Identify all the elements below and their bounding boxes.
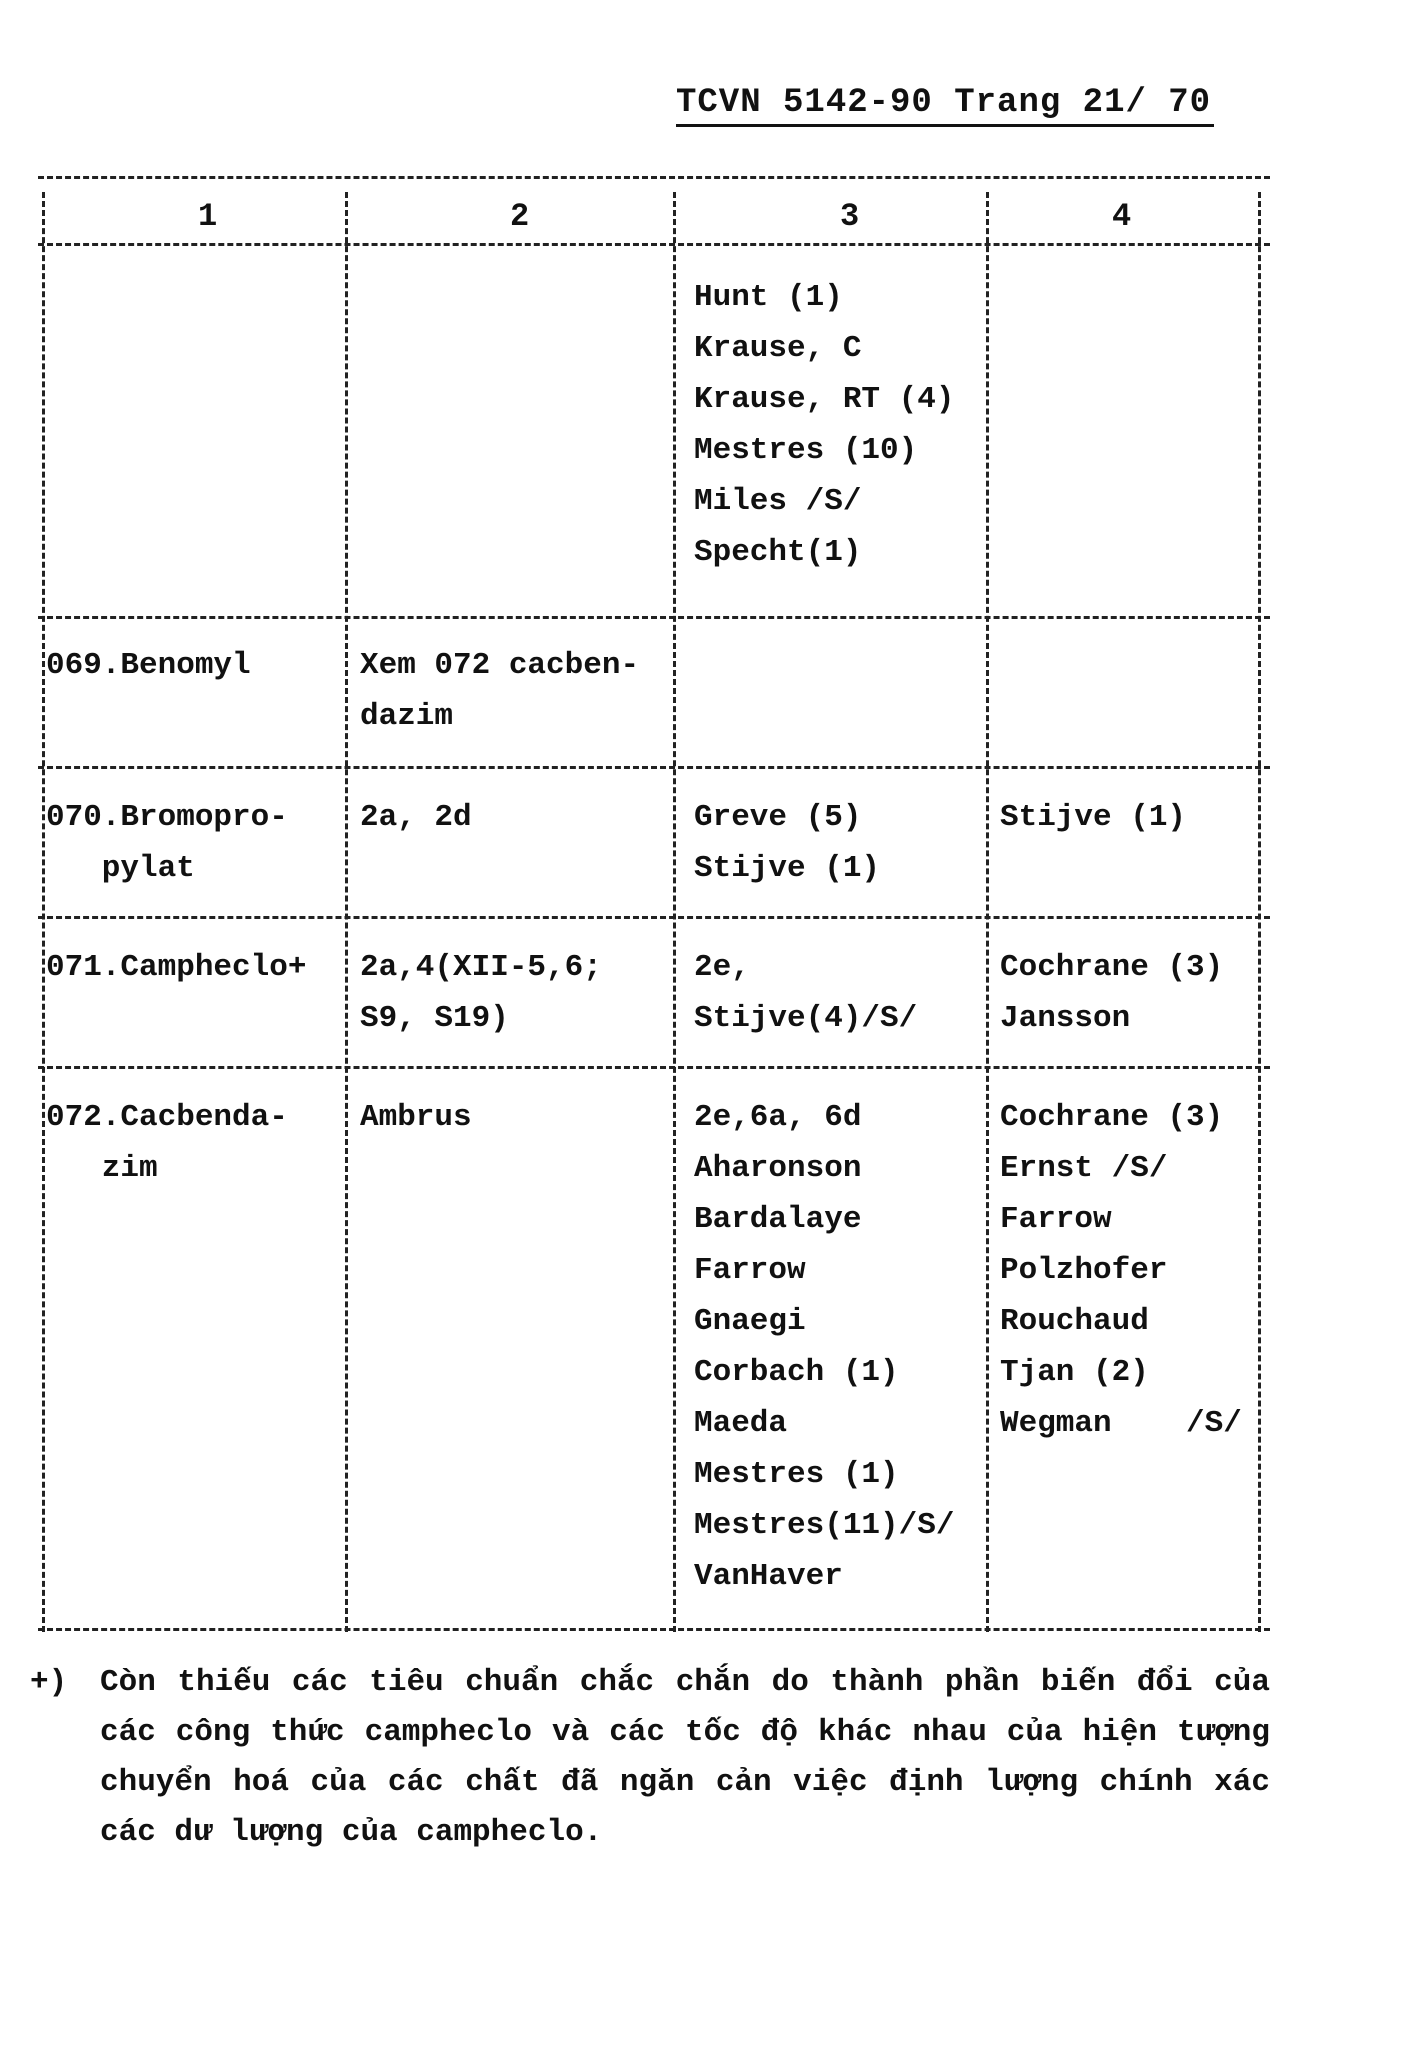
table-cell: 069.Benomyl — [46, 648, 251, 683]
table-cell: Stijve (1) — [694, 851, 881, 886]
table-cell: 2a, 2d — [360, 800, 472, 835]
table-cell: Jansson — [1000, 1001, 1131, 1036]
table-top-rule — [38, 176, 1270, 179]
table-cell: Krause, C — [694, 331, 862, 366]
table-cell: 2a,4(XII-5,6; — [360, 950, 602, 985]
table-cell: Ernst /S/ — [1000, 1151, 1168, 1186]
table-cell: Miles /S/ — [694, 484, 862, 519]
table-cell: Hunt (1) — [694, 280, 843, 315]
table-cell: Cochrane (3) — [1000, 950, 1224, 985]
table-cell: Specht(1) — [694, 535, 862, 570]
column-separator — [345, 192, 348, 1632]
table-cell: Krause, RT (4) — [694, 382, 955, 417]
column-number-1: 1 — [198, 198, 218, 235]
table-cell: Bardalaye — [694, 1202, 862, 1237]
column-number-4: 4 — [1112, 198, 1132, 235]
table-cell: Rouchaud — [1000, 1304, 1149, 1339]
footnote-text: Còn thiếu các tiêu chuẩn chắc chắn do thành phần biến đổi của các công thức campheclo và các tốc độ khác nhau của hiện tượng chuyển hoá của các chất đã ngăn cản việc định lượng chính xác các dư lượng của campheclo. — [100, 1665, 1270, 1850]
group-divider — [38, 1066, 1270, 1069]
table-cell: Farrow — [1000, 1202, 1112, 1237]
table-cell: Stijve(4)/S/ — [694, 1001, 918, 1036]
table-cell: VanHaver — [694, 1559, 843, 1594]
table-cell: Greve (5) — [694, 800, 862, 835]
table-header-rule — [38, 243, 1270, 246]
table-cell: 070.Bromopro- — [46, 800, 288, 835]
table-cell: 2e, — [694, 950, 750, 985]
table-cell: Mestres(11)/S/ — [694, 1508, 955, 1543]
column-separator — [986, 192, 989, 1632]
column-number-2: 2 — [510, 198, 530, 235]
group-divider — [38, 916, 1270, 919]
column-separator — [673, 192, 676, 1632]
table-cell: Gnaegi — [694, 1304, 806, 1339]
table-cell: S9, S19) — [360, 1001, 509, 1036]
table-cell: pylat — [46, 851, 195, 886]
table-cell: Xem 072 cacben- — [360, 648, 640, 683]
group-divider — [38, 766, 1270, 769]
table-cell: Maeda — [694, 1406, 788, 1441]
table-cell: Tjan (2) — [1000, 1355, 1149, 1390]
table-cell: Polzhofer — [1000, 1253, 1168, 1288]
page-header-title: TCVN 5142-90 Trang 21/ 70 — [676, 84, 1214, 127]
table-cell: Corbach (1) — [694, 1355, 899, 1390]
table-cell: Mestres (10) — [694, 433, 918, 468]
column-separator — [42, 192, 45, 1632]
table-cell: 2e,6a, 6d — [694, 1100, 862, 1135]
table-cell: dazim — [360, 699, 454, 734]
table-cell: 071.Campheclo+ — [46, 950, 307, 985]
table-bottom-rule — [38, 1628, 1270, 1631]
table-cell: Wegman /S/ — [1000, 1406, 1242, 1441]
table-cell: Stijve (1) — [1000, 800, 1187, 835]
table-cell: 072.Cacbenda- — [46, 1100, 288, 1135]
table-cell: Mestres (1) — [694, 1457, 899, 1492]
column-separator — [1258, 192, 1261, 1632]
table-cell: Farrow — [694, 1253, 806, 1288]
table-cell: Ambrus — [360, 1100, 472, 1135]
table-cell: Cochrane (3) — [1000, 1100, 1224, 1135]
table-cell: zim — [46, 1151, 158, 1186]
column-number-3: 3 — [840, 198, 860, 235]
table-cell: Aharonson — [694, 1151, 862, 1186]
group-divider — [38, 616, 1270, 619]
footnote — [30, 1658, 1270, 1858]
footnote-marker: +) — [30, 1665, 68, 1700]
